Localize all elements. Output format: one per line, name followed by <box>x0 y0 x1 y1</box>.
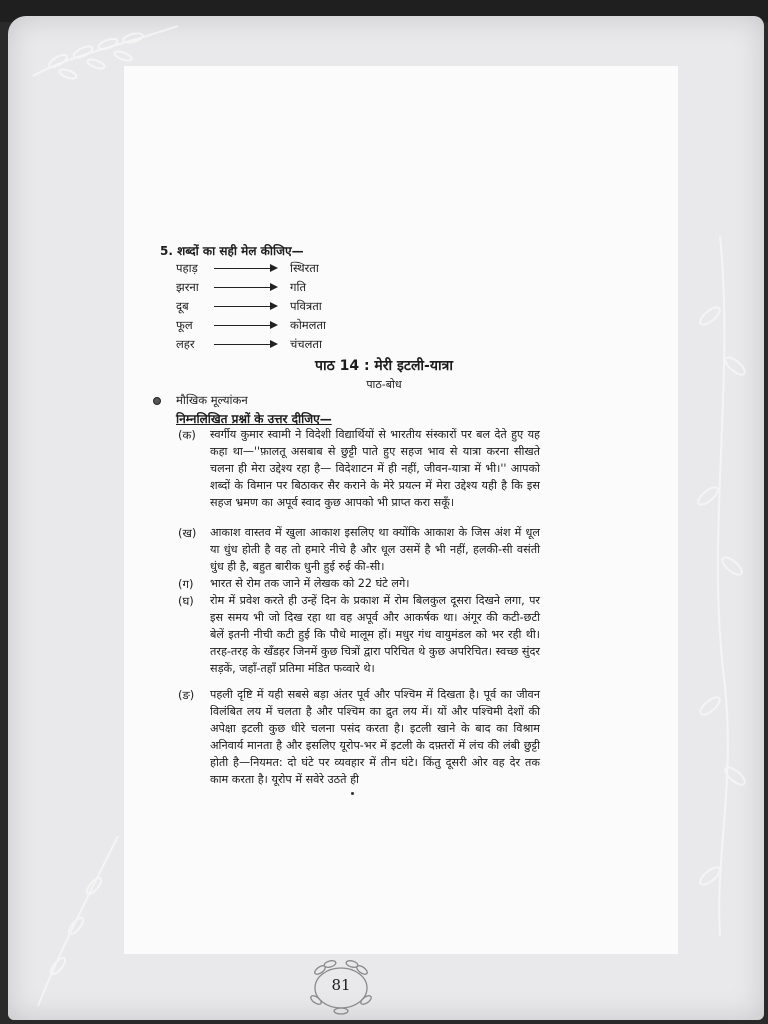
exercise-title: 5. शब्दों का सही मेल कीजिए— <box>160 244 304 258</box>
match-right-word: गति <box>290 280 307 294</box>
answer-text: पहली दृष्टि में यही सबसे बड़ा अंतर पूर्व और पश्चिम में दिखता है। पूर्व का जीवन विलंबित लय में चलता है और पश्चिम का द्रुत लय में। यों और पश्चिमी देशों की अपेक्षा इटली कुछ धीरे चलना पसंद करता है। इटली खाने के बाद का विश्राम अनिवार्य मानता है और इसलिए यूरोप-भर में इटली के दफ़्तरों में लंच की लंबी छुट्टी होती है—नियमत: दो घंटे पर व्यवहार में तीन घंटे। किंतु दूसरी ओर वह देर तक काम करता है। यूरोप में सवेरे उठते ही <box>210 688 540 786</box>
section-label: मौखिक मूल्यांकन <box>176 393 248 407</box>
answer-label: (ङ) <box>178 688 195 702</box>
match-left-word: फूल <box>176 318 193 332</box>
answer-text: आकाश वास्तव में खुला आकाश इसलिए था क्योंकि आकाश के जिस अंश में धूल या धुंध होती है वह तो हमारे नीचे है और धूल उसमें है भी नहीं, हलकी-सी वसंती धुंध ही है, बहुत बारीक धुनी हुई रुई की-सी। <box>210 526 540 573</box>
bullet-icon <box>153 397 161 405</box>
answer-text: भारत से रोम तक जाने में लेखक को 22 घंटे लगे। <box>210 577 410 590</box>
answer-label: (घ) <box>178 594 194 608</box>
answer-label: (ग) <box>178 577 194 591</box>
page-number: 81 <box>331 976 351 994</box>
arrow-icon <box>214 287 276 288</box>
answer-text: स्वर्गीय कुमार स्वामी ने विदेशी विद्यार्थियों से भारतीय संस्कारों पर बल देते हुए यह कहा था—''फ़ालतू असबाब से छुट्टी पाते हुए सहज भाव से यात्रा करना सीखते चलना ही मेरा उद्देश्य रहा है— विदेशाटन में ही नहीं, जीवन-यात्रा में भी।'' आपको शब्दों के विमान पर बिठाकर सैर कराने के मेरे प्रयत्न में मेरा उद्देश्य यही है कि इस सहज भ्रमण का अपूर्व स्वाद कुछ आपको भी प्राप्त करा सकूँ। <box>210 428 540 509</box>
match-right-word: चंचलता <box>290 337 322 351</box>
answer-label: (ख) <box>178 526 197 540</box>
match-right-word: पवित्रता <box>290 299 322 313</box>
match-left-word: झरना <box>176 280 199 294</box>
arrow-icon <box>214 325 276 326</box>
arrow-icon <box>214 344 276 345</box>
lesson-title: पाठ 14 : मेरी इटली-यात्रा <box>315 358 453 374</box>
answer-label: (क) <box>178 428 196 442</box>
match-left-word: पहाड़ <box>176 261 198 275</box>
instruction-heading: निम्नलिखित प्रश्नों के उत्तर दीजिए— <box>176 412 332 426</box>
answer-text: रोम में प्रवेश करते ही उन्हें दिन के प्रकाश में रोम बिलकुल दूसरा दिखने लगा, पर इस समय भी जो दिख रहा था वह अपूर्व और आकर्षक था। अंगूर की कटी-छटी बेलें इतनी नीची कटी हुई कि पौधे मालूम हों। मधुर गंध वायुमंडल को भर रही थी। तरह-तरह के खँडहर जिनमें कुछ चित्रों द्वारा परिचित थे कुछ अपरिचित। स्वच्छ सुंदर सड़कें, जहाँ-तहाँ प्रतिमा मंडित फव्वारे थे। <box>210 594 540 675</box>
match-right-word: स्थिरता <box>290 261 319 275</box>
match-left-word: दूब <box>176 299 189 313</box>
leaf-ornament-left <box>28 836 128 1006</box>
arrow-icon <box>214 306 276 307</box>
match-left-word: लहर <box>176 337 195 351</box>
arrow-icon <box>214 268 276 269</box>
page-number-badge <box>306 956 376 1016</box>
leaf-ornament-right <box>680 236 760 936</box>
match-right-word: कोमलता <box>290 318 327 332</box>
stray-dot <box>351 792 354 795</box>
lesson-subtitle: पाठ-बोध <box>366 378 402 391</box>
